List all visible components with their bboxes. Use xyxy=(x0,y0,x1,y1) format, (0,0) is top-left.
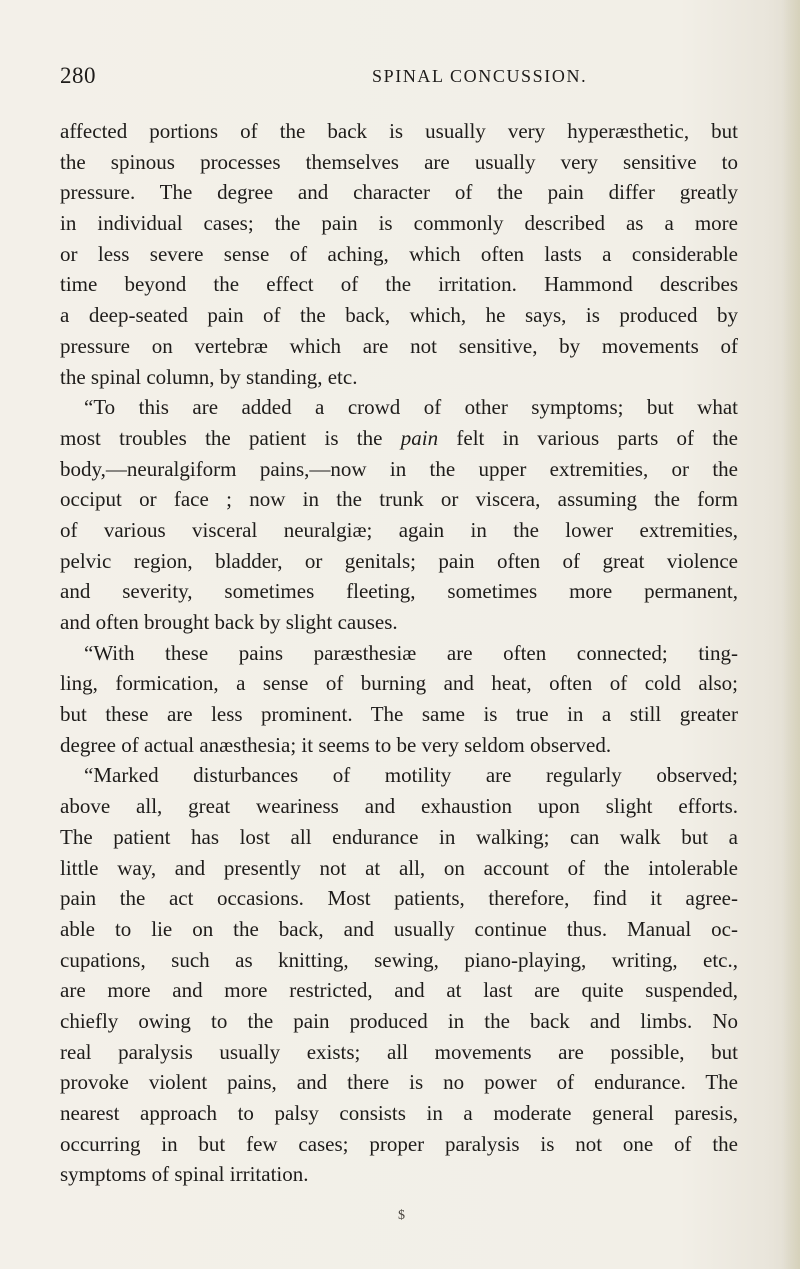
text-line: and severity, sometimes fleeting, sometimes more permanent, xyxy=(60,579,738,604)
text-line: cupations, such as knitting, sewing, piano-playing, writing, etc., xyxy=(60,947,738,972)
text-line: nearest approach to palsy consists in a moderate general paresis, xyxy=(60,1101,738,1125)
text-line: able to lie on the back, and usually continue thus. Manual oc- xyxy=(60,916,738,941)
text-line: pressure. The degree and character of the pain differ greatly xyxy=(60,180,738,205)
text-line: and often brought back by slight causes. xyxy=(60,610,398,634)
text-line: chiefly owing to the pain produced in the back and limbs. No xyxy=(60,1008,738,1033)
page-edge-shading xyxy=(782,0,800,1269)
text-line: degree of actual anæsthesia; it seems to be very seldom observed. xyxy=(60,732,612,757)
text-line: affected portions of the back is usually very hyperæsthetic, but xyxy=(60,119,738,143)
text-line: the spinal column, by standing, etc. xyxy=(60,364,358,389)
text-line: “With these pains paræsthesiæ are often connected; ting- xyxy=(84,640,738,665)
text-line: “To this are added a crowd of other symptoms; but what xyxy=(84,395,738,420)
text-line: in individual cases; the pain is commonly described as a more xyxy=(60,211,738,236)
text-line: pressure on vertebræ which are not sensitive, by movements of xyxy=(60,333,738,358)
footer-mark: $ xyxy=(398,1208,405,1223)
text-line: The patient has lost all endurance in walking; can walk but a xyxy=(60,824,738,849)
text-line: but these are less prominent. The same is true in a still greater xyxy=(60,702,738,727)
text-line: symptoms of spinal irritation. xyxy=(60,1162,309,1187)
text-line: occurring in but few cases; proper paralysis is not one of the xyxy=(60,1131,738,1156)
text-line: “Marked disturbances of motility are regularly observed; xyxy=(84,763,738,788)
emphasis: pain xyxy=(400,425,439,450)
text-line: pain the act occasions. Most patients, therefore, find it agree- xyxy=(60,886,738,911)
text-line: a deep-seated pain of the back, which, he says, is produced by xyxy=(60,303,738,328)
text-line: or less severe sense of aching, which often lasts a considerable xyxy=(60,241,738,266)
running-head xyxy=(60,63,740,93)
text-line: of various visceral neuralgiæ; again in the lower extremities, xyxy=(60,517,738,542)
text-line: time beyond the effect of the irritation. Hammond describes xyxy=(60,272,738,297)
text-fragment: felt in various parts of the xyxy=(438,425,738,450)
text-line: ling, formication, a sense of burning and heat, often of cold also; xyxy=(60,671,738,696)
text-line: are more and more restricted, and at last are quite suspended, xyxy=(60,978,738,1003)
text-line: occiput or face ; now in the trunk or viscera, assuming the form xyxy=(60,487,738,512)
text-line: provoke violent pains, and there is no power of endurance. The xyxy=(60,1070,738,1095)
page-number: 280 xyxy=(60,63,96,88)
text-line: the spinous processes themselves are usually very sensitive to xyxy=(60,149,738,174)
text-line: pelvic region, bladder, or genitals; pain often of great violence xyxy=(60,548,738,573)
body-text xyxy=(60,116,738,1190)
text-line: little way, and presently not at all, on account of the intolerable xyxy=(60,855,738,880)
text-line: body,—neuralgiform pains,—now in the upper extremities, or the xyxy=(60,456,738,481)
text-line: real paralysis usually exists; all movements are possible, but xyxy=(60,1039,738,1064)
running-title: SPINAL CONCUSSION. xyxy=(372,66,588,86)
text-fragment: most troubles the patient is the xyxy=(60,425,401,450)
text-line: above all, great weariness and exhaustion upon slight efforts. xyxy=(60,794,738,819)
text-line xyxy=(60,423,738,454)
